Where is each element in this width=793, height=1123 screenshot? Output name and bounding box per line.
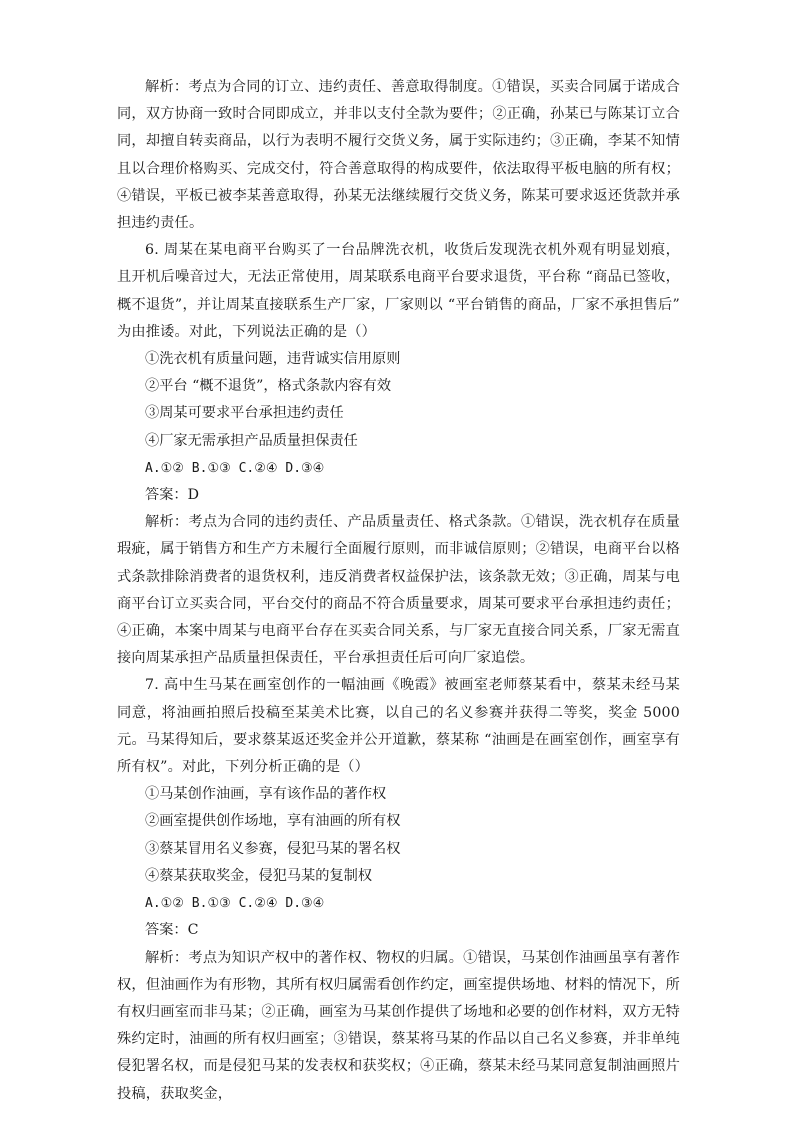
q7-analysis: 解析：考点为知识产权中的著作权、物权的归属。①错误，马某创作油画虽享有著作权，但油画作为有形物，其所有权归属需看创作约定，画室提供场地、材料的情况下，所有权归画室而非马某；②正确，画室为马某创作提供了场地和必要的创作材料，双方无特殊约定时，油画的所有权归画室；③错误，蔡某将马某的作品以自己名义参赛，并非单纯侵犯署名权，而是侵犯马某的发表权和获奖权；④正确，蔡某未经马某同意复制油画照片投稿，获取奖金， [117, 949, 680, 1102]
q7-option-2: ②画室提供创作场地，享有油画的所有权 [145, 813, 401, 830]
q6-analysis: 解析：考点为合同的违约责任、产品质量责任、格式条款。①错误，洗衣机存在质量瑕疵，属于销售方和生产方未履行全面履行原则，而非诚信原则；②错误，电商平台以格式条款排除消费者的退货权利，违反消费者权益保护法，该条款无效；③正确，周某与电商平台订立买卖合同，平台交付的商品不符合质量要求，周某可要求平台承担违约责任；④正确，本案中周某与电商平台存在买卖合同关系，与厂家无直接合同关系，厂家无需直接向周某承担产品质量担保责任，平台承担责任后可向厂家追偿。 [117, 514, 680, 667]
q7-option-4: ④蔡某获取奖金，侵犯马某的复制权 [145, 867, 373, 884]
q7-option-1: ①马某创作油画，享有该作品的著作权 [145, 786, 387, 803]
q6-option-1: ①洗衣机有质量问题，违背诚实信用原则 [145, 351, 401, 368]
q6-choices: A.①② B.①③ C.②④ D.③④ [145, 460, 325, 476]
q7-choices: A.①② B.①③ C.②④ D.③④ [145, 896, 325, 912]
q7-answer: 答案：C [145, 922, 199, 939]
q7-question: 7. 高中生马某在画室创作的一幅油画《晚霞》被画室老师蔡某看中，蔡某未经马某同意，将油画拍照后投稿至某美术比赛，以自己的名义参赛并获得二等奖，奖金 5000 元。马某得知后，要求蔡某返还奖金并公开道歉，蔡某称 “油画是在画室创作，画室享有所有权”。对此，下列分析正确的是（） [117, 677, 680, 776]
q6-option-4: ④厂家无需承担产品质量担保责任 [145, 432, 358, 449]
q6-answer: 答案：D [145, 487, 199, 504]
q7-option-3: ③蔡某冒用名义参赛，侵犯马某的署名权 [145, 840, 401, 857]
page-content [117, 74, 680, 1108]
q6-question: 6. 周某在某电商平台购买了一台品牌洗衣机，收货后发现洗衣机外观有明显划痕，且开机后噪音过大，无法正常使用，周某联系电商平台要求退货，平台称 “商品已签收，概不退货”，并让周某直接联系生产厂家，厂家则以 “平台销售的商品，厂家不承担售后” 为由推诿。对此，下列说法正确的是（） [117, 242, 681, 340]
q6-option-2: ②平台 “概不退货”，格式条款内容有效 [145, 378, 392, 395]
q6-option-3: ③周某可要求平台承担违约责任 [145, 405, 344, 422]
q5-analysis: 解析：考点为合同的订立、违约责任、善意取得制度。①错误，买卖合同属于诺成合同，双方协商一致时合同即成立，并非以支付全款为要件；②正确，孙某已与陈某订立合同，却擅自转卖商品，以行为表明不履行交货义务，属于实际违约；③正确，李某不知情且以合理价格购买、完成交付，符合善意取得的构成要件，依法取得平板电脑的所有权；④错误，平板已被李某善意取得，孙某无法继续履行交货义务，陈某可要求返还货款并承担违约责任。 [117, 79, 680, 232]
